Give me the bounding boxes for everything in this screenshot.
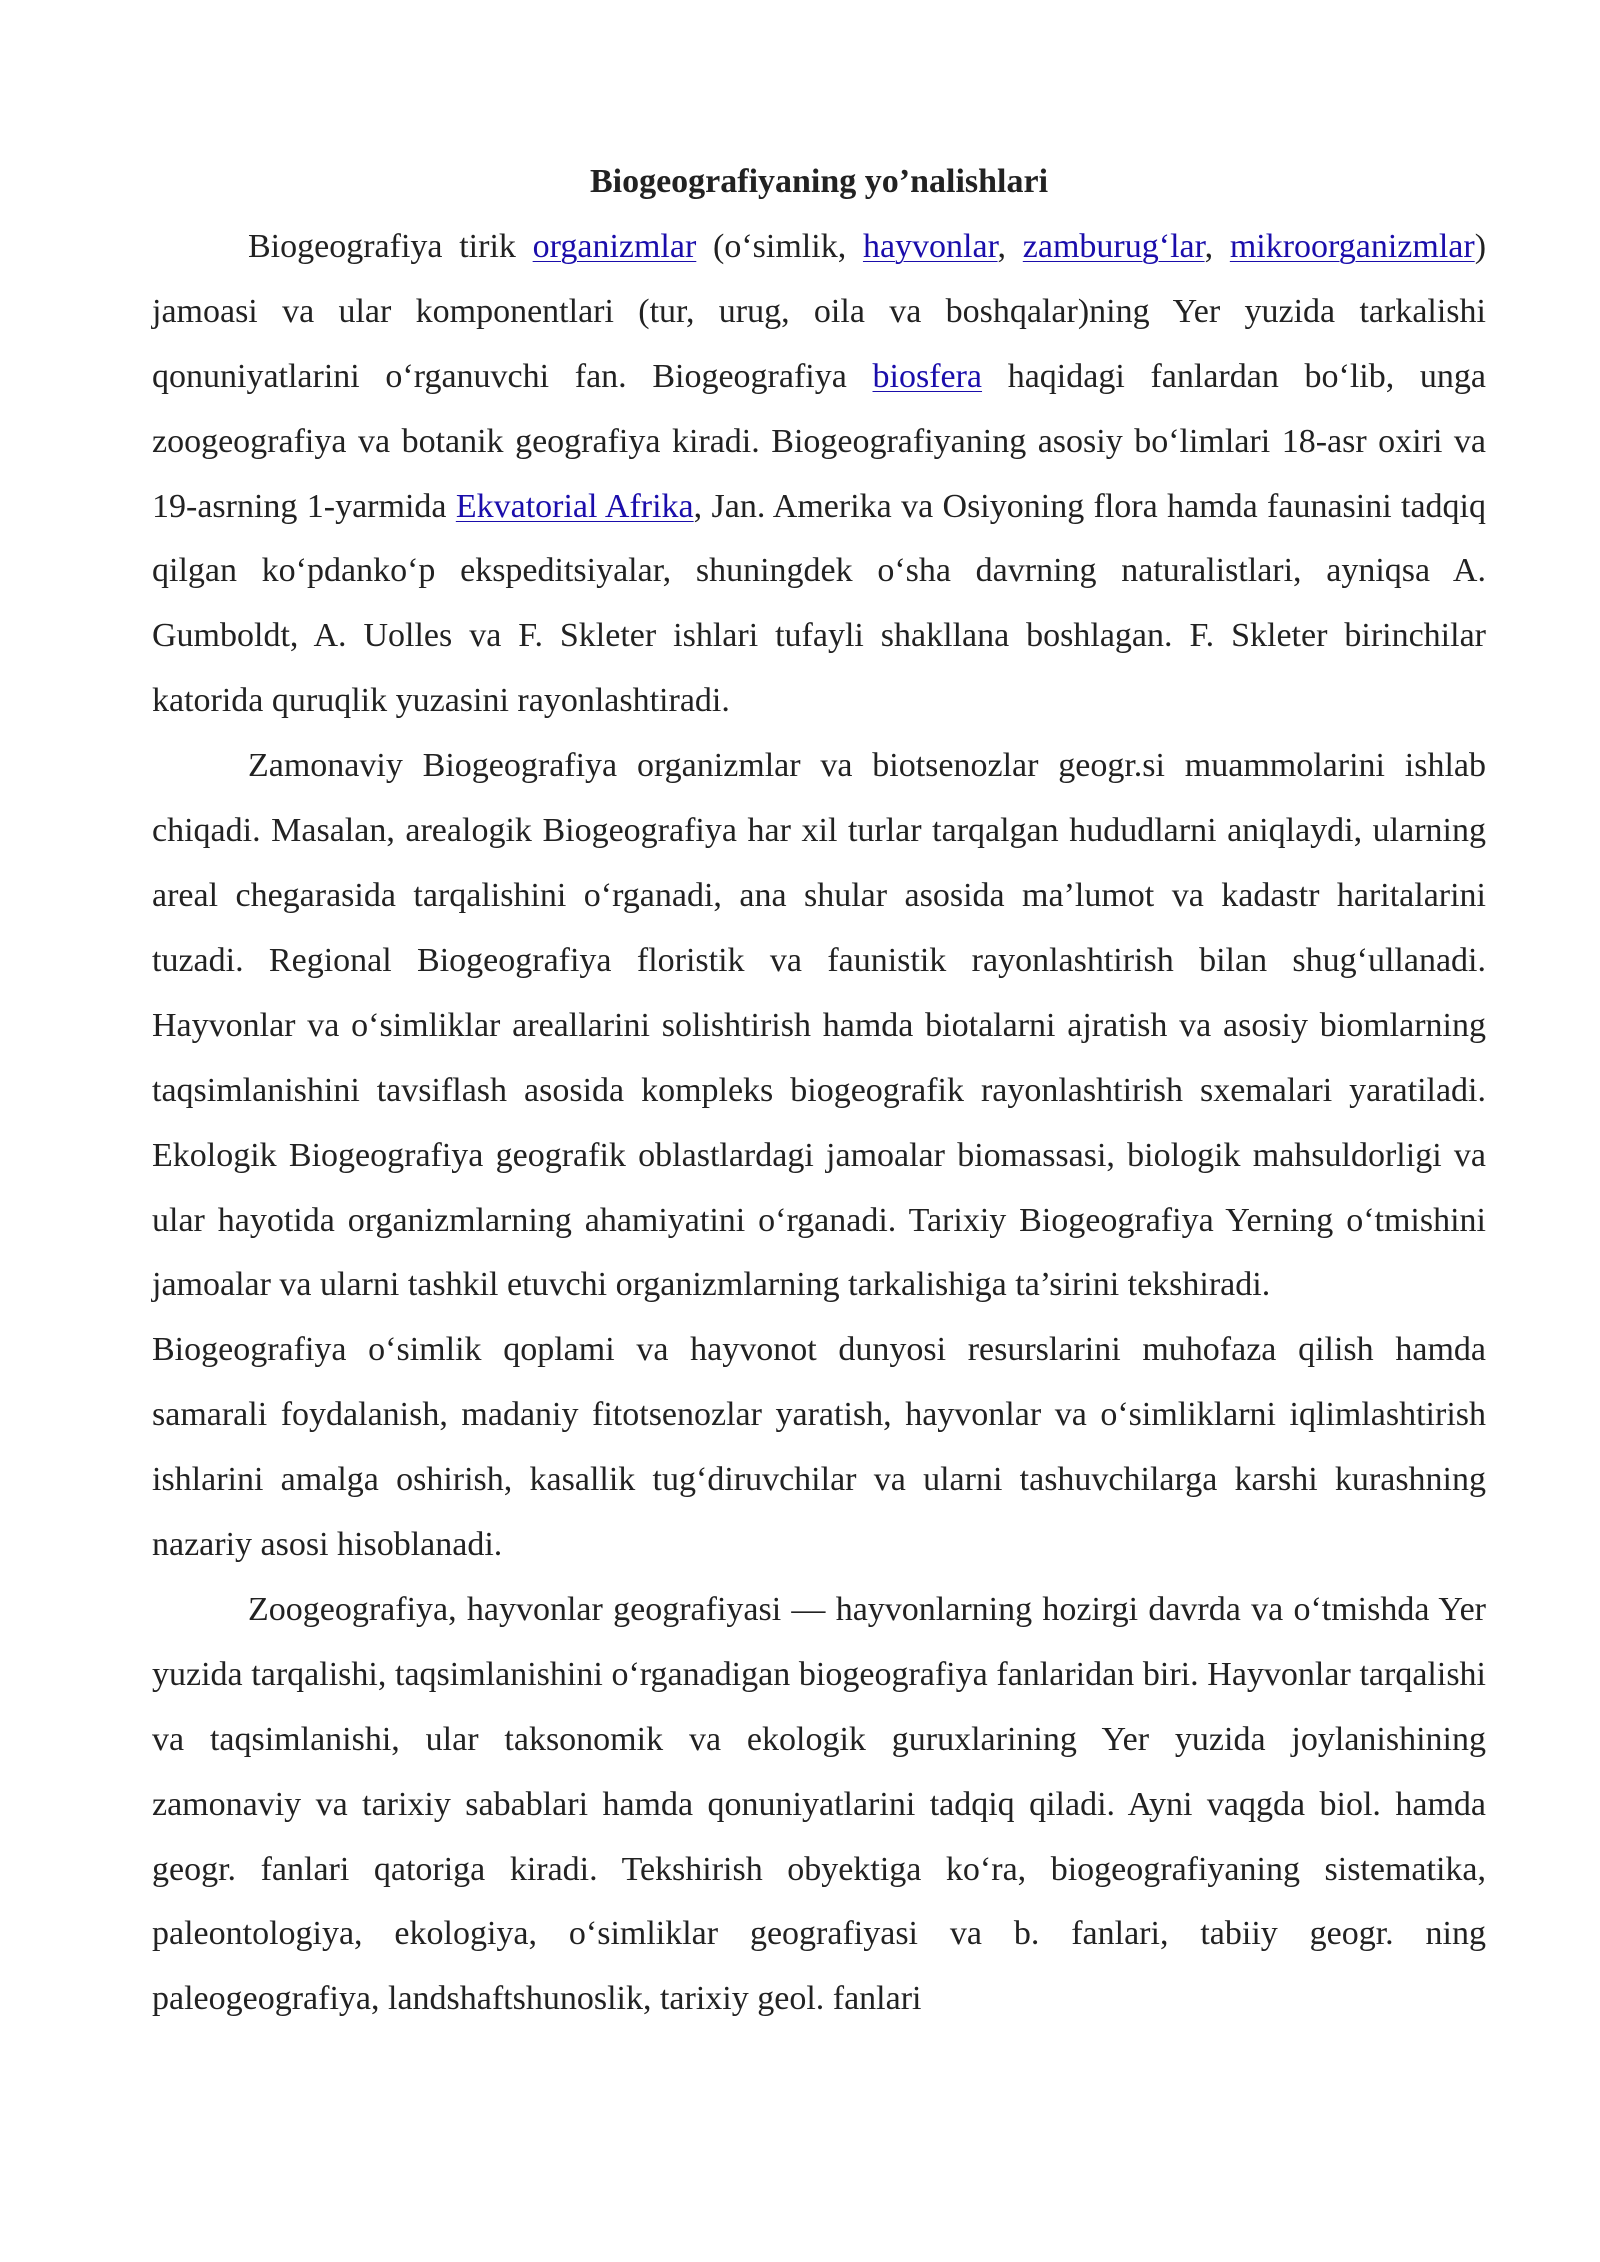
paragraph — [152, 1578, 1486, 2032]
hyperlink[interactable]: biosfera — [872, 357, 983, 395]
hyperlink[interactable]: zamburug‘lar — [1022, 227, 1205, 265]
paragraph-text: ) jamoasi va ular komponentlari (tur, urug, oila va boshqalar)ning Yer yuzida tarkalishi qonuniyatlarini o‘rganuvchi fan. Biogeografiya — [152, 227, 1487, 395]
paragraph-text: , Jan. Amerika va Osiyoning flora hamda faunasini tadqiq qilgan ko‘pdanko‘p ekspeditsiyalar, shuningdek o‘sha davrning naturalistlari, ayniqsa A. Gumboldt, A. Uolles va F. Skleter ishlari tufayli shakllana boshlagan. F. Skleter birinchilar katorida quruqlik yuzasini rayonlashtiradi. — [152, 487, 1486, 720]
paragraph-text: , — [997, 227, 1023, 265]
paragraph-text: Biogeografiya o‘simlik qoplami va hayvonot dunyosi resurslarini muhofaza qilish hamda samarali foydalanish, madaniy fitotsenozlar yaratish, hayvonlar va o‘simliklarni iqlimlashtirish ishlarini amalga oshirish, kasallik tug‘diruvchilar va ularni tashuvchilarga karshi kurashning nazariy asosi hisoblanadi. — [152, 1331, 1486, 1564]
paragraph-text: haqidagi fanlardan bo‘lib, unga zoogeografiya va botanik geografiya kiradi. Biogeografiyaning asosiy bo‘limlari 18-asr oxiri va 19-asrning 1-yarmida — [152, 357, 1486, 525]
document-title: Biogeografiyaning yo’nalishlari — [589, 163, 1049, 200]
document-page — [152, 150, 1486, 2032]
paragraph-text: Zamonaviy Biogeografiya organizmlar va biotsenozlar geogr.si muammolarini ishlab chiqadi. Masalan, arealogik Biogeografiya har xil turlar tarqalgan hududlarni aniqlaydi, ularning areal chegarasida tarqalishini o‘rganadi, ana shular asosida ma’lumot va kadastr haritalarini tuzadi. Regional Biogeografiya floristik va faunistik rayonlashtirish bilan shug‘ullanadi. Hayvonlar va o‘simliklar areallarini solishtirish hamda biotalarni ajratish va asosiy biomlarning taqsimlanishini tavsiflash asosida kompleks biogeografik rayonlashtirish sxemalari yaratiladi. Ekologik Biogeografiya geografik oblastlardagi jamoalar biomassasi, biologik mahsuldorligi va ular hayotida organizmlarning ahamiyatini o‘rganadi. Tarixiy Biogeografiya Yerning o‘tmishini jamoalar va ularni tashkil etuvchi organizmlarning tarkalishiga ta’sirini tekshiradi. — [152, 747, 1486, 1304]
hyperlink[interactable]: organizmlar — [532, 227, 697, 265]
document-body — [152, 215, 1486, 2032]
hyperlink[interactable]: hayvonlar — [862, 227, 998, 265]
hyperlink[interactable]: mikroorganizmlar — [1229, 227, 1475, 265]
paragraph — [152, 734, 1486, 1318]
paragraph-text: (o‘simlik, — [696, 227, 863, 265]
paragraph-text: , — [1204, 227, 1230, 265]
paragraph — [152, 215, 1486, 734]
paragraph-text: Biogeografiya tirik — [248, 227, 533, 265]
paragraph — [152, 1318, 1486, 1578]
hyperlink[interactable]: Ekvatorial Afrika — [455, 487, 694, 525]
paragraph-text: Zoogeografiya, hayvonlar geografiyasi — hayvonlarning hozirgi davrda va o‘tmishda Yer yuzida tarqalishi, taqsimlanishini o‘rganadigan biogeografiya fanlaridan biri. Hayvonlar tarqalishi va taqsimlanishi, ular taksonomik va ekologik guruxlarining Yer yuzida joylanishining zamonaviy va tarixiy sabablari hamda qonuniyatlarini tadqiq qiladi. Ayni vaqgda biol. hamda geogr. fanlari qatoriga kiradi. Tekshirish obyektiga ko‘ra, biogeografiyaning sistematika, paleontologiya, ekologiya, o‘simliklar geografiyasi va b. fanlari, tabiiy geogr. ning paleogeografiya, landshaftshunoslik, tarixiy geol. fanlari — [152, 1590, 1486, 2018]
